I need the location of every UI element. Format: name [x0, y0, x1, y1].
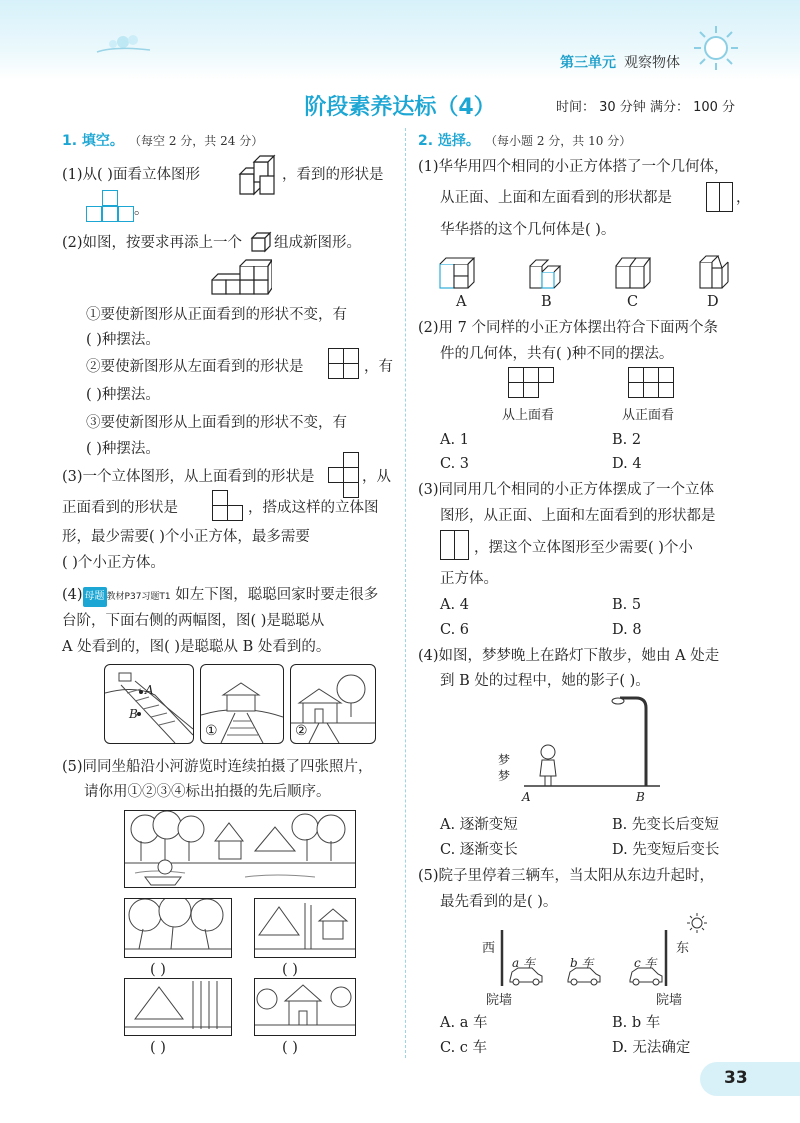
s2-q5-car-b: b 车 — [570, 956, 594, 970]
s2-q2-text-a: (2)用 7 个同样的小正方体摆出符合下面两个条 — [418, 320, 718, 336]
s2-q5-text-b: 最先看到的是( )。 — [440, 894, 558, 910]
s2-q4-label-a: A — [522, 790, 531, 804]
s2-q2-opt-c[interactable]: C. 3 — [440, 456, 470, 472]
s1-q3-text-c: 正面看到的形状是 — [62, 500, 178, 516]
s1-q5-photo-2 — [254, 898, 356, 958]
s1-q1-shape — [86, 190, 134, 222]
section2-note: （每小题 2 分，共 10 分） — [485, 134, 632, 148]
section1-title: 1. 填空。 — [62, 133, 124, 149]
page-number-tab — [700, 1062, 800, 1096]
s2-q2-opt-a[interactable]: A. 1 — [440, 432, 469, 448]
unit-label: 第三单元 — [560, 55, 616, 71]
s2-q1-text-c: ， — [736, 190, 751, 206]
s1-q4-line1 — [62, 585, 378, 607]
s1-q1-solid-figure — [236, 152, 280, 198]
s1-q3-text-f: ( )个小正方体。 — [62, 555, 165, 571]
s2-q3-text-b: 图形，从正面、上面和左面看到的形状都是 — [440, 508, 716, 524]
s1-q5-blank-1: ( ) — [150, 962, 166, 978]
column-divider — [405, 128, 406, 1058]
s1-q5-text-b: 请你用①②③④标出拍摄的先后顺序。 — [84, 784, 331, 800]
s1-q2-text-b: 组成新图形。 — [274, 235, 361, 251]
s2-q5-west: 西 — [482, 941, 496, 956]
s1-q3-text-a: (3)一个立体图形，从上面看到的形状是 — [62, 469, 315, 485]
s2-q5-opt-b[interactable]: B. b 车 — [612, 1015, 661, 1031]
s1-q4-tag: 母题 — [83, 587, 107, 607]
s1-q4-text-c: A 处看到的，图( )是聪聪从 B 处看到的。 — [62, 639, 331, 655]
s1-q3-text-e: 形，最少需要( )个小正方体，最多需要 — [62, 529, 310, 545]
pic-label-2: ② — [295, 723, 308, 739]
section2-heading — [418, 130, 631, 150]
s2-q5-wall-left: 院墙 — [486, 993, 513, 1008]
s2-q3-text-d: 正方体。 — [440, 571, 498, 587]
section2-title: 2. 选择。 — [418, 133, 480, 149]
s2-q5-wall-right: 院墙 — [656, 993, 683, 1008]
s2-q1-text-d: 华华搭的这个几何体是( )。 — [440, 222, 616, 238]
s1-q3-text-d: ，搭成这样的立体图 — [248, 500, 379, 516]
s2-q1-options-figures — [438, 252, 738, 292]
s1-q1-text-a: (1)从( )面看立体图形 — [62, 167, 200, 183]
s2-q4-opt-b[interactable]: B. 先变长后变短 — [612, 817, 719, 833]
s2-q1-view-shape — [706, 182, 734, 212]
s1-q5-blank-3: ( ) — [150, 1040, 166, 1056]
s2-q3-opt-c[interactable]: C. 6 — [440, 622, 470, 638]
time-info: 时间： 30 分钟 满分： 100 分 — [556, 100, 736, 115]
s1-q1-line1 — [62, 165, 200, 185]
sun-decoration-icon — [692, 24, 740, 74]
s2-q3-opt-a[interactable]: A. 4 — [440, 597, 469, 613]
s1-q5-text-a: (5)同同坐船沿小河游览时连续拍摄了四张照片， — [62, 759, 373, 775]
s1-q2-item1a: ①要使新图形从正面看到的形状不变，有 — [86, 307, 347, 323]
s2-q5-opt-d[interactable]: D. 无法确定 — [612, 1040, 691, 1056]
s2-q5-east: 东 — [676, 941, 690, 956]
s2-q2-opt-b[interactable]: B. 2 — [612, 432, 642, 448]
pic-label-1: ① — [205, 723, 218, 739]
s1-q5-river-picture — [124, 810, 356, 888]
s1-q2-figure — [210, 258, 272, 298]
s2-q4-text-b: 到 B 处的过程中，她的影子( )。 — [440, 673, 650, 689]
s1-q3-top-view — [328, 452, 360, 500]
s1-q2-text-a: (2)如图，按要求再添上一个 — [62, 235, 243, 251]
s2-q4-name: 梦梦 — [498, 753, 511, 783]
label-a: A — [145, 683, 154, 697]
s2-q2-top-view — [508, 367, 556, 399]
s2-q1-opt-d[interactable]: D — [707, 294, 719, 310]
page-number: 33 — [724, 1068, 748, 1088]
s2-q2-text-b: 件的几何体，共有( )种不同的摆法。 — [440, 346, 674, 362]
s1-q4-text-b: 台阶，下面右侧的两幅图，图( )是聪聪从 — [62, 613, 325, 629]
s1-q3-front-view — [212, 490, 244, 522]
s1-q2-item2b: ，有 — [364, 359, 393, 375]
s2-q1-opt-c[interactable]: C — [627, 294, 639, 310]
s1-q3-text-b: ，从 — [362, 469, 391, 485]
s2-q3-text-a: (3)同同用几个相同的小正方体摆成了一个立体 — [418, 482, 715, 498]
section1-heading — [62, 130, 263, 150]
s1-q4-ref: 教材P37习题T1 — [106, 592, 171, 602]
s2-q1-text-a: (1)华华用四个相同的小正方体搭了一个几何体， — [418, 159, 729, 175]
s1-q5-photo-3 — [124, 978, 232, 1036]
s1-q2-left-view — [328, 348, 360, 380]
s1-q4-num: (4) — [62, 587, 83, 603]
s2-q5-car-a: a 车 — [512, 956, 535, 970]
s2-q4-label-b: B — [636, 790, 645, 804]
s2-q4-text-a: (4)如图，梦梦晚上在路灯下散步，她由 A 处走 — [418, 648, 720, 664]
sun-icon — [686, 912, 708, 934]
s2-q1-opt-b[interactable]: B — [541, 294, 552, 310]
unit-topic: 观察物体 — [624, 55, 680, 71]
s1-q4-stairs-picture — [104, 664, 194, 744]
s2-q3-opt-b[interactable]: B. 5 — [612, 597, 642, 613]
s1-q5-photo-1 — [124, 898, 232, 958]
s2-q5-opt-c[interactable]: C. c 车 — [440, 1040, 488, 1056]
s2-q3-text-c: ，摆这个立体图形至少需要( )个小 — [474, 540, 693, 556]
s2-q1-opt-a[interactable]: A — [456, 294, 467, 310]
s2-q2-front-view — [628, 367, 676, 399]
section1-note: （每空 2 分，共 24 分） — [129, 134, 264, 148]
s2-q2-caption-top: 从上面看 — [502, 408, 555, 423]
page-title: 阶段素养达标（4） — [304, 95, 496, 120]
s1-q1-text-b: ，看到的形状是 — [282, 167, 384, 183]
s1-q2-item1b: ( )种摆法。 — [86, 332, 160, 348]
s2-q4-opt-a[interactable]: A. 逐渐变短 — [440, 817, 518, 833]
s2-q1-text-b: 从正面、上面和左面看到的形状都是 — [440, 190, 672, 206]
s1-q5-blank-4: ( ) — [282, 1040, 298, 1056]
s2-q2-caption-front: 从正面看 — [622, 408, 675, 423]
s1-q4-picture-2 — [290, 664, 376, 744]
s2-q5-car-c: c 车 — [634, 956, 657, 970]
s2-q2-opt-d[interactable]: D. 4 — [612, 456, 642, 472]
s1-q4-picture-1 — [200, 664, 284, 744]
s1-q4-text-a: 如左下图，聪聪回家时要走很多 — [175, 587, 379, 603]
s1-q2-item3a: ③要使新图形从上面看到的形状不变，有 — [86, 415, 347, 431]
s1-q5-photo-4 — [254, 978, 356, 1036]
cube-icon — [250, 231, 272, 253]
s1-q2-item2a: ②要使新图形从左面看到的形状是 — [86, 359, 304, 375]
s2-q5-opt-a[interactable]: A. a 车 — [440, 1015, 488, 1031]
s2-q4-opt-d[interactable]: D. 先变短后变长 — [612, 842, 720, 858]
flower-decoration-icon — [95, 28, 155, 58]
s2-q4-streetlamp-scene — [510, 694, 670, 800]
s1-q2-item3b: ( )种摆法。 — [86, 441, 160, 457]
s1-q2-item2c: ( )种摆法。 — [86, 387, 160, 403]
s2-q3-view-shape — [440, 530, 470, 560]
s2-q4-opt-c[interactable]: C. 逐渐变长 — [440, 842, 518, 858]
s1-q1-text-c: 。 — [134, 202, 149, 218]
s2-q5-text-a: (5)院子里停着三辆车，当太阳从东边升起时， — [418, 868, 715, 884]
s1-q5-blank-2: ( ) — [282, 962, 298, 978]
s2-q3-opt-d[interactable]: D. 8 — [612, 622, 642, 638]
label-b: B — [129, 707, 138, 721]
